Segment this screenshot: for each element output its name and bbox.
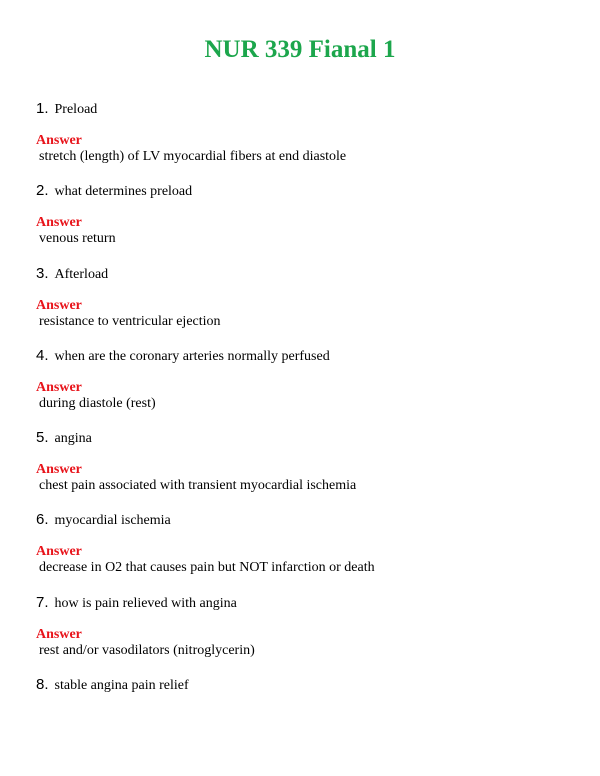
answer-text: stretch (length) of LV myocardial fibers at end diastole [39, 149, 347, 164]
question-number: 8. [36, 676, 49, 694]
question-text: when are the coronary arteries normally perfused [54, 348, 330, 364]
qa-item [36, 428, 576, 510]
qa-item [36, 99, 576, 181]
question-text: angina [54, 431, 92, 447]
question-text: Afterload [54, 266, 109, 282]
question-text: myocardial ischemia [54, 513, 171, 529]
question [36, 428, 92, 448]
question-number: 1. [36, 100, 49, 117]
answer-text: during diastole (rest) [39, 395, 156, 411]
qa-item [36, 181, 576, 263]
question-text: what determines preload [54, 184, 193, 200]
question-number: 4. [36, 346, 49, 364]
answer-text: chest pain associated with transient myocardial ischemia [39, 478, 357, 494]
question-number: 2. [36, 182, 49, 200]
answer-label: Answer [36, 462, 82, 478]
qa-item [36, 346, 576, 428]
question [36, 510, 171, 530]
question [36, 264, 108, 284]
question [36, 99, 97, 119]
answer-label: Answer [36, 544, 82, 560]
question-number: 3. [36, 264, 49, 282]
answer-text: venous return [39, 231, 116, 247]
answer-label: Answer [36, 297, 82, 313]
qa-item [36, 264, 576, 346]
question [36, 593, 237, 613]
question [36, 346, 330, 366]
question-list [36, 99, 576, 757]
question [36, 675, 189, 695]
question-text: Preload [54, 102, 98, 117]
qa-item [36, 510, 576, 592]
question-number: 5. [36, 429, 49, 447]
question [36, 181, 192, 201]
question-text: how is pain relieved with angina [54, 595, 237, 611]
page-title: NUR 339 Fianal 1 [204, 36, 396, 63]
answer-text: decrease in O2 that causes pain but NOT infarction or death [39, 560, 375, 576]
answer-label: Answer [36, 215, 82, 231]
qa-item [36, 593, 576, 675]
answer-text: resistance to ventricular ejection [39, 313, 221, 329]
answer-text: rest and/or vasodilators (nitroglycerin) [39, 642, 255, 658]
answer-label: Answer [36, 379, 82, 395]
question-number: 6. [36, 511, 49, 529]
question-number: 7. [36, 593, 49, 611]
answer-label: Answer [36, 626, 82, 642]
answer-label: Answer [36, 133, 82, 148]
question-text: stable angina pain relief [54, 678, 189, 694]
qa-item [36, 675, 576, 757]
